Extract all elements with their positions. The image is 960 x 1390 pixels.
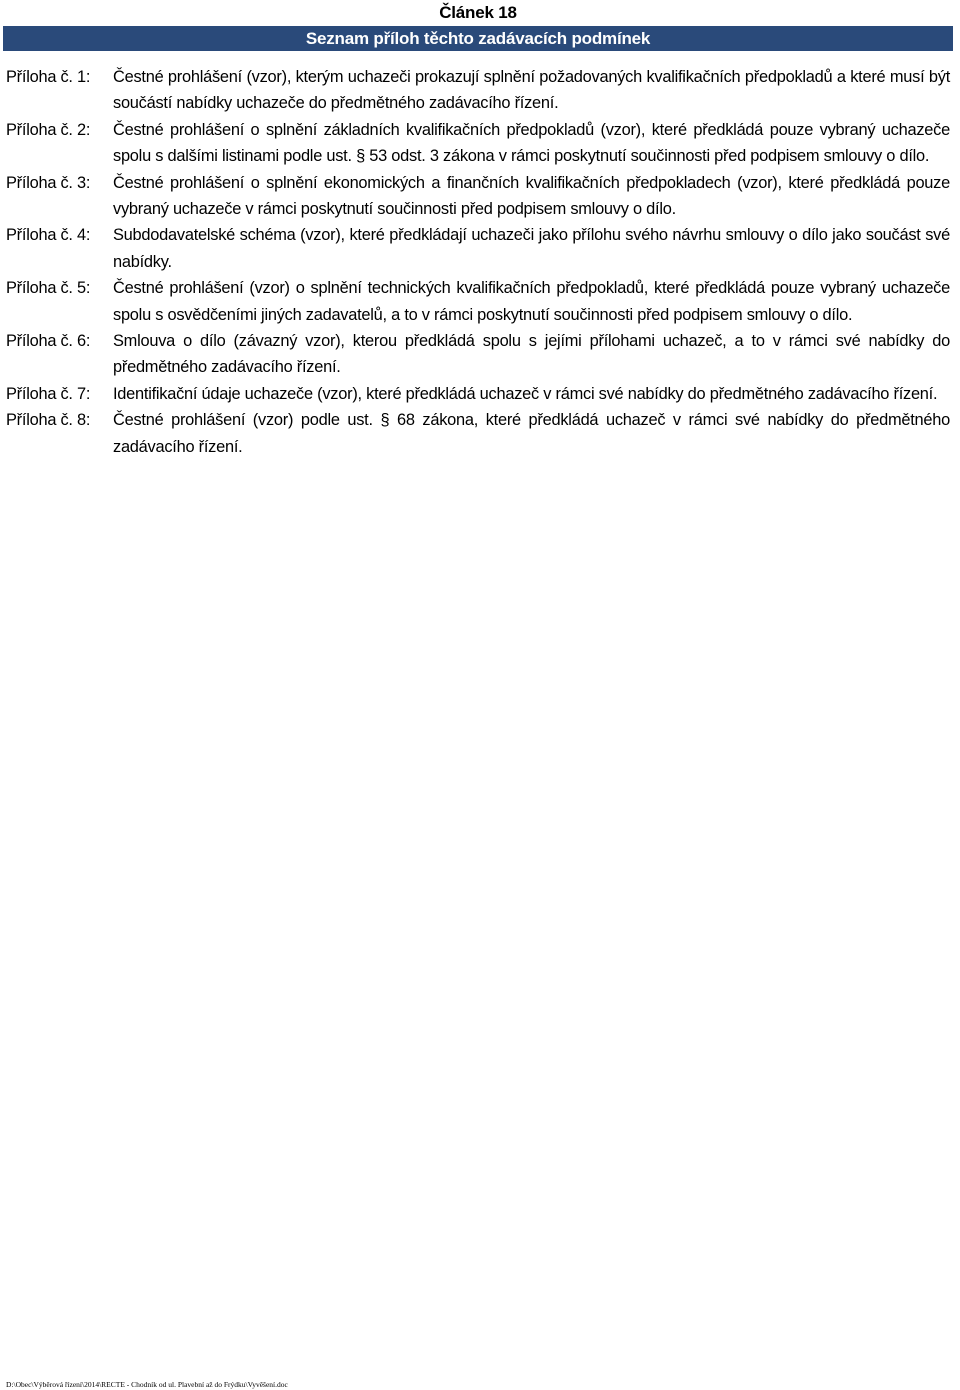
- attachment-item-3: [6, 170, 950, 223]
- attachment-item-4: [6, 222, 950, 275]
- attachment-label: Příloha č. 5:: [6, 279, 91, 298]
- attachment-description: Čestné prohlášení o splnění ekonomických a finančních kvalifikačních předpokladech (vzor), které předkládá pouze vybraný uchazeče v rámci poskytnutí součinnosti před podpisem smlouvy o dílo.: [113, 173, 950, 219]
- attachment-item-1: [6, 64, 950, 117]
- section-header-bar: [3, 26, 953, 51]
- attachment-description: Čestné prohlášení o splnění základních kvalifikačních předpokladů (vzor), které předkládá pouze vybraný uchazeče spolu s dalšími listinami podle ust. § 53 odst. 3 zákona v rámci poskytnutí součinnosti před podpisem smlouvy o dílo.: [113, 120, 950, 166]
- attachment-description: Smlouva o dílo (závazný vzor), kterou předkládá spolu s jejími přílohami uchazeč, a to v rámci své nabídky do předmětného zadávacího řízení.: [113, 332, 950, 377]
- attachment-label: Příloha č. 3:: [6, 173, 91, 192]
- attachment-description: Identifikační údaje uchazeče (vzor), které předkládá uchazeč v rámci své nabídky do předmětného zadávacího řízení.: [113, 384, 938, 403]
- attachment-description: Subdodavatelské schéma (vzor), které předkládají uchazeči jako přílohu svého návrhu smlouvy o dílo jako součást své nabídky.: [113, 226, 950, 271]
- attachment-label: Příloha č. 4:: [6, 226, 91, 245]
- attachment-item-2: [6, 117, 950, 170]
- attachment-item-5: [6, 275, 950, 328]
- attachment-description: Čestné prohlášení (vzor) podle ust. § 68 zákona, které předkládá uchazeč v rámci své nabídky do předmětného zadávacího řízení.: [113, 411, 950, 456]
- attachment-description: Čestné prohlášení (vzor), kterým uchazeči prokazují splnění požadovaných kvalifikačních předpokladů a které musí být součástí nabídky uchazeče do předmětného zadávacího řízení.: [113, 68, 950, 113]
- attachment-description: Čestné prohlášení (vzor) o splnění technických kvalifikačních předpokladů, které předkládá pouze vybraný uchazeče spolu s osvědčeními jiných zadavatelů, a to v rámci poskytnutí součinnosti před podpisem smlouvy o dílo.: [113, 279, 950, 324]
- attachment-label: Příloha č. 6:: [6, 332, 91, 351]
- attachment-label: Příloha č. 2:: [6, 120, 91, 139]
- attachment-item-7: [6, 381, 950, 407]
- attachment-list: [6, 64, 950, 460]
- section-title: Seznam příloh těchto zadávacích podmínek: [305, 29, 651, 48]
- attachment-item-6: [6, 328, 950, 381]
- footer-file-path: D:\Obec\Výběrová řízení\2014\RECTE - Chodník od ul. Plavební až do Frýdku\Vyvěšení.doc: [6, 1380, 288, 1389]
- attachment-item-8: [6, 407, 950, 460]
- attachment-label: Příloha č. 7:: [6, 384, 91, 403]
- article-title: Článek 18: [439, 3, 517, 22]
- attachment-label: Příloha č. 8:: [6, 411, 91, 430]
- attachment-label: Příloha č. 1:: [6, 68, 91, 86]
